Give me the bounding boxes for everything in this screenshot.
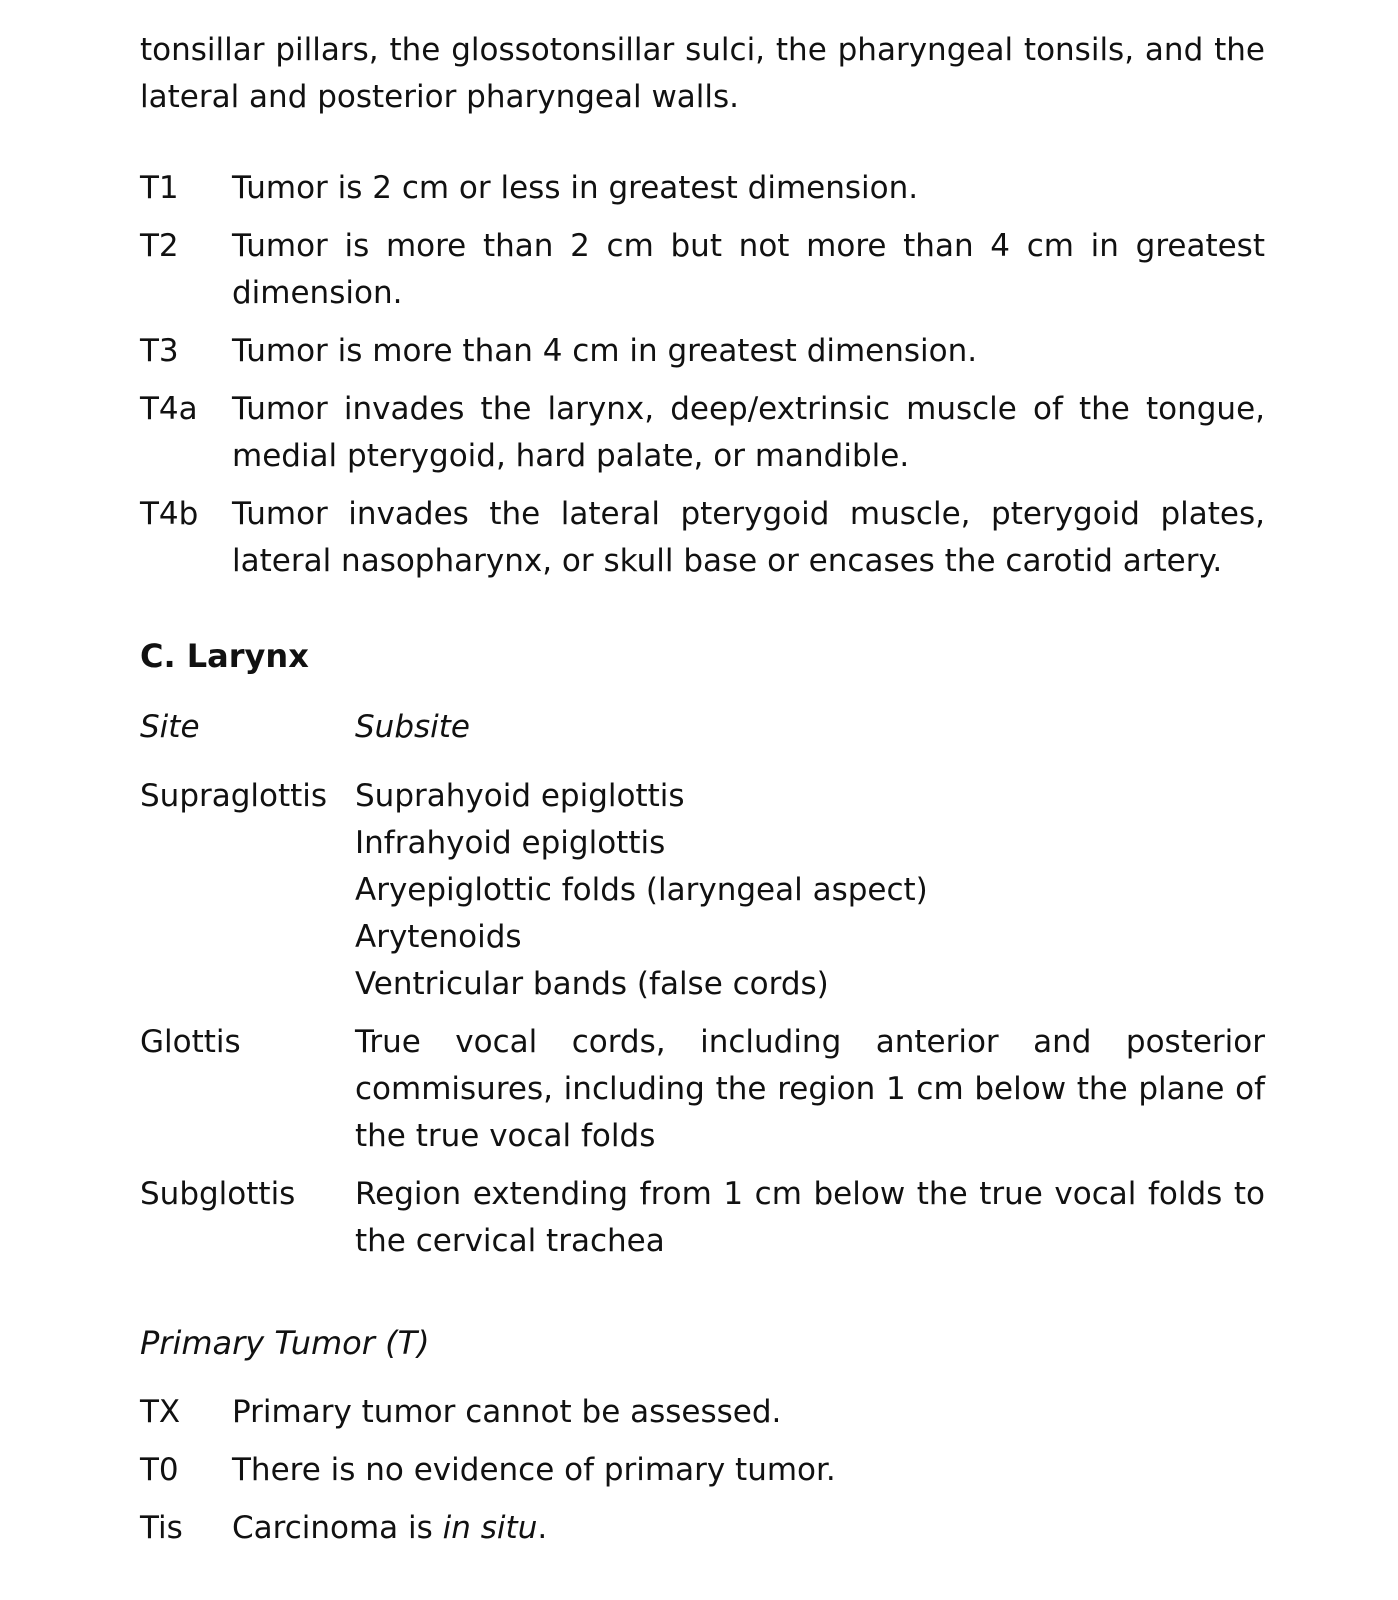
site-row-supraglottis (140, 773, 1265, 1008)
document-page (140, 27, 1265, 1563)
subsite-item: Ventricular bands (false cords) (355, 966, 829, 1002)
t-stage-description: Tumor is more than 4 cm in greatest dimension. (232, 333, 978, 369)
t-stage-description: Tumor invades the lateral pterygoid muscle, pterygoid plates, lateral nasopharynx, or skull base or encases the carotid artery. (232, 496, 1265, 579)
tis-italic-term: in situ (442, 1510, 538, 1546)
subsite-item: Suprahyoid epiglottis (355, 778, 685, 814)
site-table (140, 773, 1265, 1265)
site-name: Glottis (140, 1024, 241, 1060)
site-column-header: Site (140, 709, 200, 745)
t-stage-description: Tumor is more than 2 cm but not more than 4 cm in greatest dimension. (232, 228, 1265, 311)
site-name: Subglottis (140, 1176, 296, 1212)
t-stage-code: T3 (140, 333, 179, 369)
t-stage-code: T4a (140, 391, 198, 427)
site-row-glottis (140, 1019, 1265, 1160)
primary-tumor-list (140, 1389, 1265, 1552)
t-stage-row (140, 491, 1265, 585)
primary-tumor-row (140, 1447, 1265, 1494)
section-heading: C. Larynx (140, 637, 309, 675)
tis-suffix: . (537, 1510, 548, 1546)
subsite-item: Aryepiglottic folds (laryngeal aspect) (355, 872, 928, 908)
primary-tumor-heading: Primary Tumor (T) (140, 1324, 430, 1362)
t-stage-code: T1 (140, 170, 179, 206)
subsite-description: Region extending from 1 cm below the true vocal folds to the cervical trachea (355, 1176, 1265, 1259)
t-stage-list (140, 165, 1265, 585)
site-table-header (140, 704, 1265, 751)
t-stage-description: Tumor is 2 cm or less in greatest dimension. (232, 170, 919, 206)
site-name: Supraglottis (140, 778, 328, 814)
subsite-description: True vocal cords, including anterior and posterior commisures, including the region 1 cm below the plane of the true vocal folds (355, 1024, 1265, 1154)
t-stage-code: T4b (140, 496, 199, 532)
intro-paragraph: tonsillar pillars, the glossotonsillar sulci, the pharyngeal tonsils, and the lateral and posterior pharyngeal walls. (140, 32, 1265, 115)
t-stage-description: There is no evidence of primary tumor. (232, 1452, 836, 1488)
t-stage-description: Tumor invades the larynx, deep/extrinsic muscle of the tongue, medial pterygoid, hard palate, or mandible. (232, 391, 1265, 474)
t-stage-row (140, 386, 1265, 480)
t-stage-row (140, 328, 1265, 375)
tis-prefix: Carcinoma is (232, 1510, 443, 1546)
t-stage-row (140, 165, 1265, 212)
t-stage-description: Primary tumor cannot be assessed. (232, 1394, 782, 1430)
t-stage-code: Tis (140, 1510, 183, 1546)
t-stage-description (232, 1505, 1265, 1552)
site-row-subglottis (140, 1171, 1265, 1265)
t-stage-code: T2 (140, 228, 179, 264)
subsite-list (355, 773, 1265, 1008)
subsite-item: Infrahyoid epiglottis (355, 825, 666, 861)
primary-tumor-row (140, 1505, 1265, 1552)
subsite-column-header: Subsite (355, 709, 470, 745)
t-stage-code: T0 (140, 1452, 179, 1488)
subsite-item: Arytenoids (355, 919, 522, 955)
primary-tumor-row (140, 1389, 1265, 1436)
t-stage-row (140, 223, 1265, 317)
t-stage-code: TX (140, 1394, 181, 1430)
